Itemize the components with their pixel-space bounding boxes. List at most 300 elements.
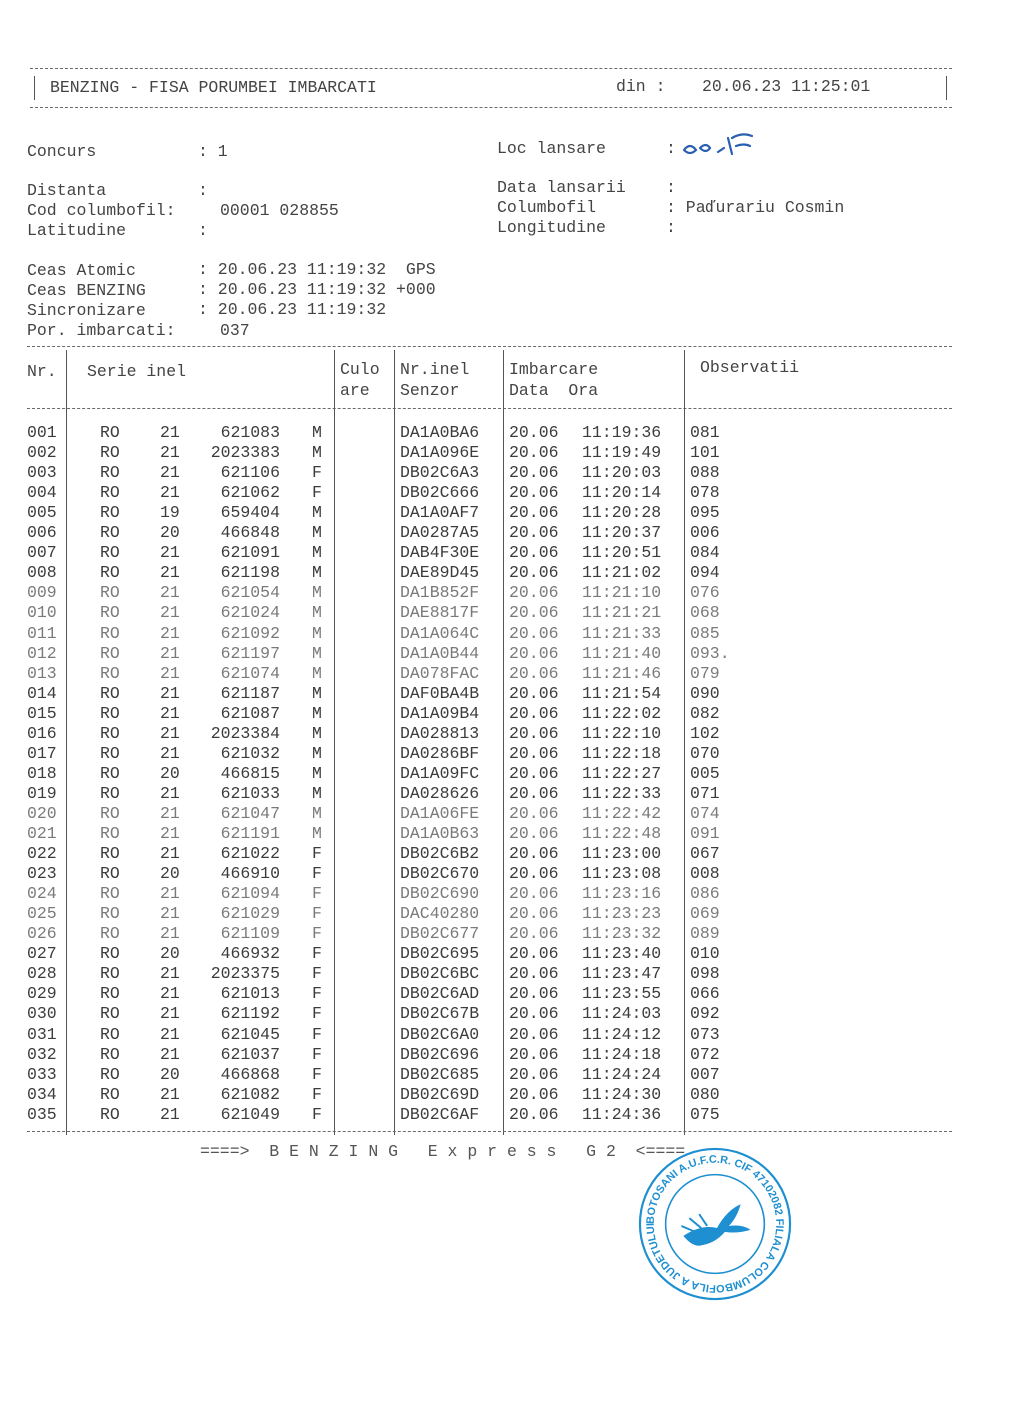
cell-date: 20.06 [509, 543, 559, 563]
cell-ring: 621191 [220, 824, 280, 843]
cell-obs: 078 [690, 483, 720, 503]
cell-sensor: DAF0BA4B [400, 683, 480, 703]
cell-sensor: DB02C666 [400, 483, 480, 503]
cell-sex: F [312, 884, 322, 904]
por-imbarcati-value: 037 [220, 321, 250, 340]
cell-year: 21 [160, 743, 180, 763]
cell-sex: M [312, 523, 322, 543]
cell-year: 21 [160, 964, 180, 984]
footer-banner: ====> B E N Z I N G E x p r e s s G 2 <==== [200, 1142, 686, 1161]
cell-country: RO [100, 603, 120, 623]
cell-sensor: DB02C6A0 [400, 1024, 480, 1044]
cell-country: RO [100, 984, 120, 1004]
cell-ring: 2023383 [210, 443, 280, 463]
col-culoare-header-1: Culo [340, 360, 380, 379]
cell-time: 11:23:00 [582, 844, 662, 864]
cell-nr: 010 [27, 603, 57, 623]
cell-year: 21 [160, 1044, 180, 1064]
cell-time: 11:23:08 [582, 864, 662, 884]
ceas-benzing-value: : 20.06.23 11:19:32 +000 [198, 280, 436, 299]
cell-year: 20 [160, 763, 180, 783]
cell-sex: M [312, 803, 322, 823]
cell-time: 11:22:27 [582, 763, 662, 783]
cell-country: RO [100, 944, 120, 964]
cell-obs: 086 [690, 884, 720, 904]
cell-nr: 012 [27, 643, 57, 663]
cell-obs: 080 [690, 1084, 720, 1104]
date-value: 20.06.23 11:25:01 [702, 77, 871, 96]
cell-time: 11:24:03 [582, 1004, 662, 1024]
cell-sensor: DA0286BF [400, 743, 480, 763]
cell-year: 21 [160, 1004, 180, 1024]
col-sep-culoare [394, 350, 395, 1135]
cell-nr: 007 [27, 543, 57, 563]
columbofil-value: : Paďurariu Cosmin [666, 198, 845, 217]
cell-time: 11:23:16 [582, 884, 662, 904]
cell-time: 11:24:12 [582, 1024, 662, 1044]
col-observatii-header: Observatii [700, 358, 800, 377]
col-sep-nr [66, 350, 67, 1135]
cell-nr: 009 [27, 583, 57, 603]
col-sep-inel [503, 350, 504, 1135]
cell-country: RO [100, 904, 120, 924]
cell-country: RO [100, 1024, 120, 1044]
cell-date: 20.06 [509, 503, 559, 523]
cell-sensor: DA1A09B4 [400, 703, 480, 723]
cell-nr: 015 [27, 703, 57, 723]
cell-ring: 466848 [220, 523, 280, 543]
cell-country: RO [100, 643, 120, 663]
cell-date: 20.06 [509, 984, 559, 1004]
cell-sex: M [312, 723, 322, 743]
cod-columbofil-label: Cod columbofil: [27, 201, 176, 220]
cod-columbofil-value: 00001 028855 [220, 201, 339, 220]
cell-ring: 621032 [220, 743, 280, 763]
cell-sensor: DB02C6BC [400, 964, 480, 984]
cell-nr: 006 [27, 523, 57, 543]
cell-sex: F [312, 1004, 322, 1024]
table-bottom-rule [27, 1131, 952, 1132]
cell-obs: 084 [690, 543, 720, 563]
cell-sensor: DB02C6B2 [400, 844, 480, 864]
cell-sex: M [312, 563, 322, 583]
cell-date: 20.06 [509, 964, 559, 984]
cell-time: 11:20:37 [582, 523, 662, 543]
cell-sex: F [312, 1104, 322, 1124]
cell-year: 21 [160, 643, 180, 663]
columbofil-label: Columbofil [497, 198, 597, 217]
cell-date: 20.06 [509, 423, 559, 442]
col-sep-serie [334, 350, 335, 1135]
cell-date: 20.06 [509, 924, 559, 944]
col-serie-header: Serie inel [87, 362, 187, 381]
cell-ring: 466932 [220, 944, 280, 964]
cell-year: 21 [160, 683, 180, 703]
cell-time: 11:24:36 [582, 1104, 662, 1124]
col-inel-header-1: Nr.inel [400, 360, 470, 379]
cell-sensor: DAC40280 [400, 904, 480, 924]
cell-sex: M [312, 743, 322, 763]
cell-date: 20.06 [509, 1104, 559, 1124]
cell-obs: 092 [690, 1004, 720, 1024]
cell-country: RO [100, 1004, 120, 1024]
cell-time: 11:22:48 [582, 824, 662, 843]
cell-country: RO [100, 503, 120, 523]
header-right-bar [946, 76, 947, 100]
cell-year: 21 [160, 844, 180, 864]
cell-year: 20 [160, 864, 180, 884]
cell-obs: 091 [690, 824, 720, 843]
cell-time: 11:20:03 [582, 463, 662, 483]
cell-obs: 071 [690, 783, 720, 803]
sincronizare-value: : 20.06.23 11:19:32 [198, 300, 387, 319]
cell-country: RO [100, 423, 120, 442]
cell-ring: 466815 [220, 763, 280, 783]
cell-year: 21 [160, 1024, 180, 1044]
header-left-bar [34, 76, 35, 100]
cell-country: RO [100, 1044, 120, 1064]
ceas-benzing-label: Ceas BENZING [27, 281, 146, 300]
cell-country: RO [100, 864, 120, 884]
cell-ring: 621022 [220, 844, 280, 864]
cell-nr: 003 [27, 463, 57, 483]
cell-sensor: DA1A0BA6 [400, 423, 480, 442]
cell-date: 20.06 [509, 643, 559, 663]
cell-year: 21 [160, 443, 180, 463]
cell-year: 21 [160, 583, 180, 603]
cell-year: 21 [160, 603, 180, 623]
cell-sensor: DB02C6AD [400, 984, 480, 1004]
cell-date: 20.06 [509, 824, 559, 843]
cell-obs: 098 [690, 964, 720, 984]
cell-nr: 030 [27, 1004, 57, 1024]
cell-ring: 466868 [220, 1064, 280, 1084]
cell-obs: 005 [690, 763, 720, 783]
cell-ring: 621029 [220, 904, 280, 924]
distanta-value: : [198, 181, 208, 200]
cell-time: 11:22:18 [582, 743, 662, 763]
cell-date: 20.06 [509, 1064, 559, 1084]
cell-obs: 085 [690, 623, 720, 643]
cell-obs: 069 [690, 904, 720, 924]
cell-obs: 074 [690, 803, 720, 823]
cell-sensor: DA1A09FC [400, 763, 480, 783]
cell-sensor: DB02C670 [400, 864, 480, 884]
cell-country: RO [100, 583, 120, 603]
cell-obs: 072 [690, 1044, 720, 1064]
cell-ring: 621045 [220, 1024, 280, 1044]
cell-country: RO [100, 563, 120, 583]
cell-ring: 2023375 [210, 964, 280, 984]
cell-time: 11:23:47 [582, 964, 662, 984]
cell-obs: 067 [690, 844, 720, 864]
cell-sex: F [312, 483, 322, 503]
cell-time: 11:24:24 [582, 1064, 662, 1084]
cell-country: RO [100, 483, 120, 503]
cell-ring: 659404 [220, 503, 280, 523]
cell-nr: 022 [27, 844, 57, 864]
cell-nr: 021 [27, 824, 57, 843]
cell-sensor: DA1A06FE [400, 803, 480, 823]
cell-country: RO [100, 623, 120, 643]
ceas-atomic-value: : 20.06.23 11:19:32 GPS [198, 260, 436, 279]
cell-date: 20.06 [509, 563, 559, 583]
longitudine-label: Longitudine [497, 218, 606, 237]
cell-year: 21 [160, 924, 180, 944]
cell-nr: 011 [27, 623, 57, 643]
cell-ring: 621091 [220, 543, 280, 563]
cell-date: 20.06 [509, 723, 559, 743]
data-lansarii-label: Data lansarii [497, 178, 626, 197]
cell-date: 20.06 [509, 904, 559, 924]
cell-sensor: DB02C690 [400, 884, 480, 904]
cell-sex: M [312, 583, 322, 603]
data-lansarii-value: : [666, 178, 676, 197]
cell-sex: M [312, 603, 322, 623]
cell-sex: M [312, 443, 322, 463]
cell-ring: 621013 [220, 984, 280, 1004]
cell-sensor: DB02C685 [400, 1064, 480, 1084]
cell-sex: F [312, 944, 322, 964]
cell-ring: 621083 [220, 423, 280, 442]
cell-date: 20.06 [509, 1044, 559, 1064]
cell-year: 21 [160, 1104, 180, 1124]
stamp-ring-text: BOTOSANI A.U.F.C.R. CIF 47102082 FILIALA COLUMBOFILA A JUDETULUI [644, 1153, 786, 1295]
cell-year: 19 [160, 503, 180, 523]
cell-obs: 081 [690, 423, 720, 442]
cell-nr: 002 [27, 443, 57, 463]
cell-time: 11:22:02 [582, 703, 662, 723]
cell-year: 21 [160, 623, 180, 643]
cell-sex: F [312, 1044, 322, 1064]
cell-date: 20.06 [509, 1084, 559, 1104]
cell-date: 20.06 [509, 803, 559, 823]
cell-ring: 621087 [220, 703, 280, 723]
cell-year: 20 [160, 523, 180, 543]
cell-obs: 068 [690, 603, 720, 623]
cell-year: 21 [160, 423, 180, 442]
cell-time: 11:21:02 [582, 563, 662, 583]
cell-country: RO [100, 1064, 120, 1084]
cell-time: 11:19:36 [582, 423, 662, 442]
cell-sensor: DA0287A5 [400, 523, 480, 543]
cell-country: RO [100, 723, 120, 743]
cell-ring: 621198 [220, 563, 280, 583]
cell-time: 11:22:42 [582, 803, 662, 823]
cell-ring: 621082 [220, 1084, 280, 1104]
cell-sex: M [312, 783, 322, 803]
cell-date: 20.06 [509, 884, 559, 904]
cell-nr: 013 [27, 663, 57, 683]
cell-sensor: DB02C69D [400, 1084, 480, 1104]
cell-sex: M [312, 643, 322, 663]
cell-time: 11:21:46 [582, 663, 662, 683]
cell-nr: 035 [27, 1104, 57, 1124]
cell-sensor: DAB4F30E [400, 543, 480, 563]
cell-nr: 026 [27, 924, 57, 944]
cell-ring: 621187 [220, 683, 280, 703]
cell-nr: 034 [27, 1084, 57, 1104]
cell-sensor: DA1A096E [400, 443, 480, 463]
cell-ring: 621033 [220, 783, 280, 803]
cell-nr: 023 [27, 864, 57, 884]
cell-year: 21 [160, 904, 180, 924]
cell-country: RO [100, 824, 120, 843]
cell-time: 11:21:40 [582, 643, 662, 663]
cell-date: 20.06 [509, 844, 559, 864]
cell-nr: 018 [27, 763, 57, 783]
cell-country: RO [100, 663, 120, 683]
cell-sex: F [312, 1064, 322, 1084]
cell-date: 20.06 [509, 523, 559, 543]
cell-nr: 029 [27, 984, 57, 1004]
cell-country: RO [100, 924, 120, 944]
cell-nr: 001 [27, 423, 57, 442]
cell-sensor: DB02C696 [400, 1044, 480, 1064]
cell-date: 20.06 [509, 944, 559, 964]
col-culoare-header-2: are [340, 381, 370, 400]
cell-obs: 079 [690, 663, 720, 683]
cell-sex: M [312, 543, 322, 563]
col-sep-imbarcare [684, 350, 685, 1135]
cell-date: 20.06 [509, 683, 559, 703]
cell-sex: M [312, 503, 322, 523]
cell-sensor: DA1A0AF7 [400, 503, 480, 523]
cell-nr: 005 [27, 503, 57, 523]
cell-nr: 019 [27, 783, 57, 803]
cell-ring: 621094 [220, 884, 280, 904]
sincronizare-label: Sincronizare [27, 301, 146, 320]
cell-ring: 621106 [220, 463, 280, 483]
cell-date: 20.06 [509, 583, 559, 603]
cell-obs: 088 [690, 463, 720, 483]
cell-year: 21 [160, 663, 180, 683]
cell-date: 20.06 [509, 864, 559, 884]
pigeon-icon [681, 1204, 750, 1245]
cell-time: 11:23:32 [582, 924, 662, 944]
cell-nr: 033 [27, 1064, 57, 1084]
cell-time: 11:21:33 [582, 623, 662, 643]
cell-time: 11:23:40 [582, 944, 662, 964]
cell-nr: 020 [27, 803, 57, 823]
cell-time: 11:21:21 [582, 603, 662, 623]
cell-year: 21 [160, 723, 180, 743]
concurs-label: Concurs [27, 142, 97, 161]
cell-country: RO [100, 543, 120, 563]
cell-country: RO [100, 803, 120, 823]
col-imbarcare-header-2: Data Ora [509, 381, 599, 400]
cell-date: 20.06 [509, 623, 559, 643]
cell-date: 20.06 [509, 703, 559, 723]
cell-ring: 621062 [220, 483, 280, 503]
cell-sensor: DA1B852F [400, 583, 480, 603]
cell-ring: 621024 [220, 603, 280, 623]
loc-lansare-label: Loc lansare [497, 139, 606, 158]
cell-sensor: DA028626 [400, 783, 480, 803]
cell-sensor: DAE89D45 [400, 563, 480, 583]
ceas-atomic-label: Ceas Atomic [27, 261, 136, 280]
cell-country: RO [100, 443, 120, 463]
cell-date: 20.06 [509, 1024, 559, 1044]
longitudine-value: : [666, 218, 676, 237]
cell-country: RO [100, 743, 120, 763]
concurs-value: : 1 [198, 142, 228, 161]
cell-obs: 070 [690, 743, 720, 763]
cell-sensor: DA1A0B44 [400, 643, 480, 663]
cell-nr: 024 [27, 884, 57, 904]
cell-time: 11:20:14 [582, 483, 662, 503]
cell-sex: M [312, 663, 322, 683]
cell-ring: 466910 [220, 864, 280, 884]
cell-year: 21 [160, 803, 180, 823]
cell-nr: 004 [27, 483, 57, 503]
cell-time: 11:22:10 [582, 723, 662, 743]
cell-obs: 010 [690, 944, 720, 964]
association-stamp [636, 1145, 794, 1303]
cell-obs: 006 [690, 523, 720, 543]
date-label: din : [616, 77, 666, 96]
cell-sex: M [312, 423, 322, 442]
handwritten-location [674, 130, 764, 160]
cell-obs: 073 [690, 1024, 720, 1044]
cell-sex: M [312, 623, 322, 643]
cell-time: 11:24:18 [582, 1044, 662, 1064]
col-nr-header: Nr. [27, 362, 57, 381]
cell-sex: F [312, 1024, 322, 1044]
cell-sensor: DB02C695 [400, 944, 480, 964]
cell-time: 11:22:33 [582, 783, 662, 803]
cell-sex: M [312, 683, 322, 703]
cell-year: 21 [160, 884, 180, 904]
cell-sex: F [312, 984, 322, 1004]
cell-year: 21 [160, 543, 180, 563]
cell-ring: 621054 [220, 583, 280, 603]
cell-obs: 075 [690, 1104, 720, 1124]
cell-year: 21 [160, 703, 180, 723]
cell-obs: 008 [690, 864, 720, 884]
cell-sex: F [312, 864, 322, 884]
cell-time: 11:23:55 [582, 984, 662, 1004]
cell-sensor: DB02C6AF [400, 1104, 480, 1124]
cell-year: 21 [160, 1084, 180, 1104]
cell-obs: 076 [690, 583, 720, 603]
cell-sex: F [312, 964, 322, 984]
latitudine-value: : [198, 221, 208, 240]
distanta-label: Distanta [27, 181, 107, 200]
cell-date: 20.06 [509, 763, 559, 783]
cell-country: RO [100, 783, 120, 803]
cell-nr: 027 [27, 944, 57, 964]
cell-date: 20.06 [509, 1004, 559, 1024]
cell-ring: 621047 [220, 803, 280, 823]
cell-country: RO [100, 703, 120, 723]
cell-obs: 090 [690, 683, 720, 703]
cell-sex: F [312, 904, 322, 924]
cell-nr: 025 [27, 904, 57, 924]
cell-time: 11:24:30 [582, 1084, 662, 1104]
cell-country: RO [100, 844, 120, 864]
cell-time: 11:20:51 [582, 543, 662, 563]
cell-obs: 066 [690, 984, 720, 1004]
cell-sex: M [312, 763, 322, 783]
header-bottom-rule [30, 107, 952, 108]
cell-year: 21 [160, 824, 180, 843]
cell-nr: 031 [27, 1024, 57, 1044]
cell-ring: 621092 [220, 623, 280, 643]
cell-sex: F [312, 924, 322, 944]
cell-nr: 008 [27, 563, 57, 583]
cell-country: RO [100, 1084, 120, 1104]
